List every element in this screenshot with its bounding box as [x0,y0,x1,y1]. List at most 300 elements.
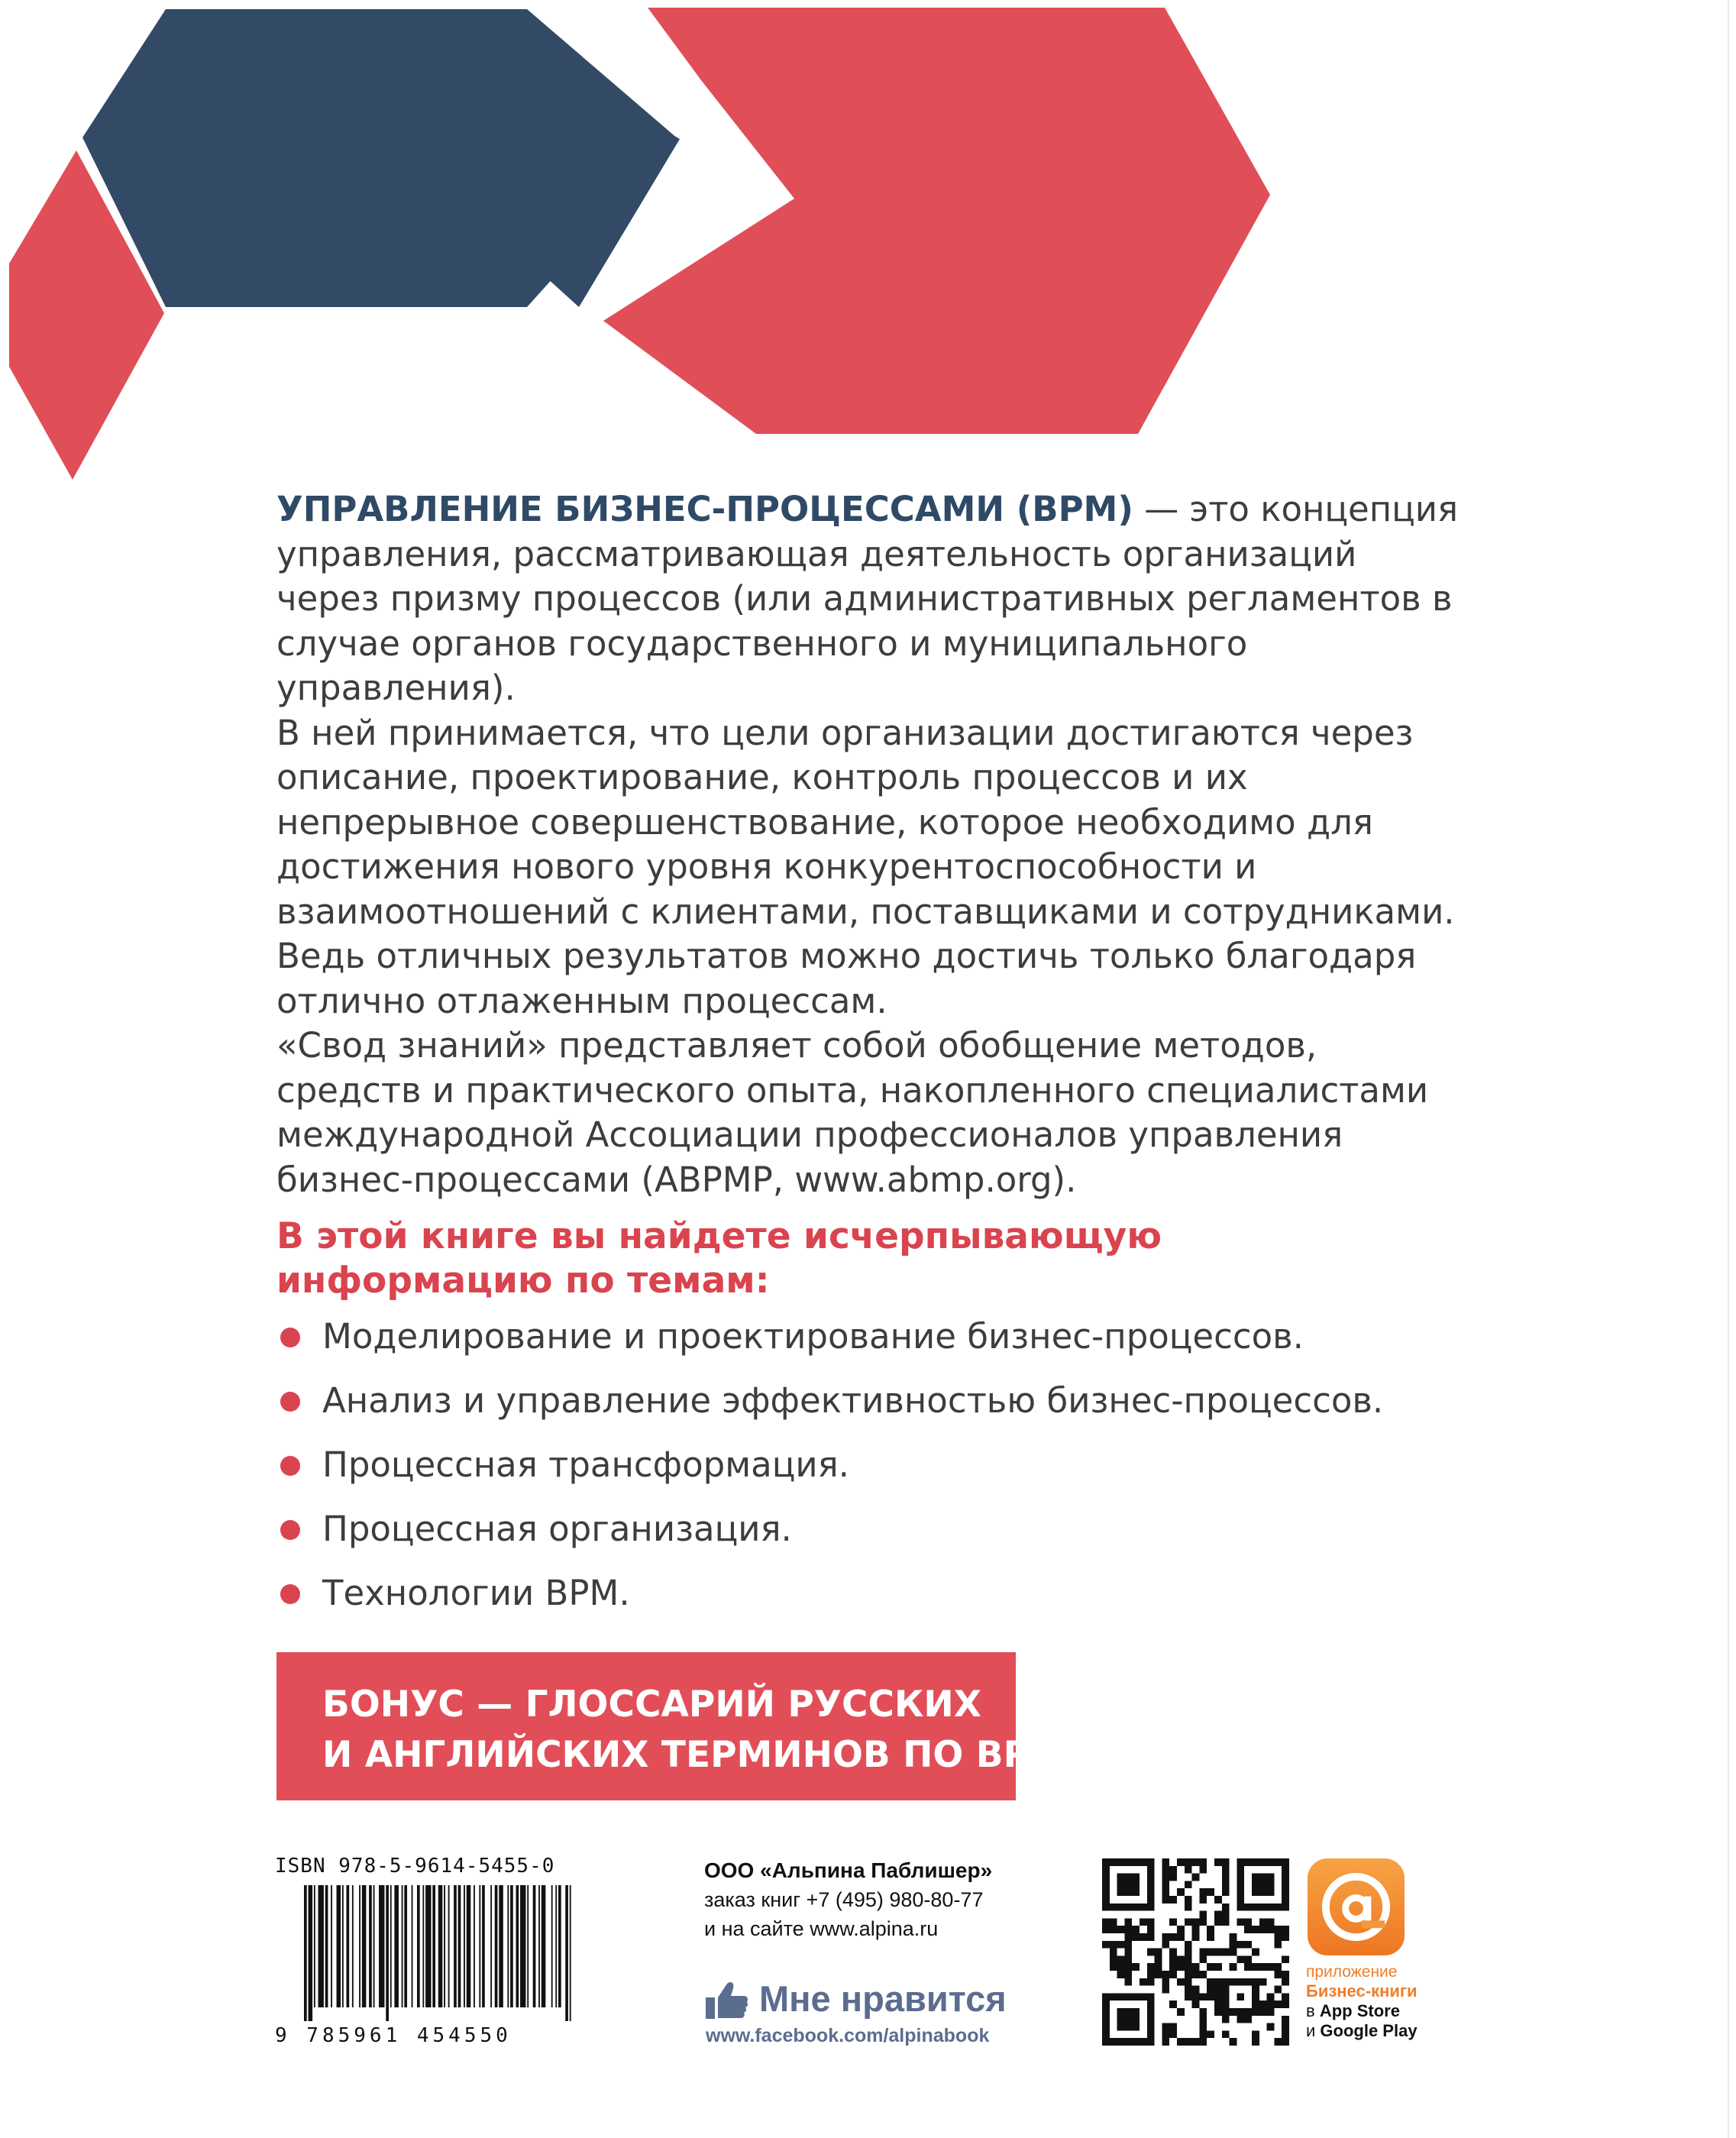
qr-module [1169,1963,1177,1971]
qr-module [1124,1918,1132,1926]
qr-module [1259,2001,1267,2008]
qr-module [1230,1963,1237,1971]
qr-module [1185,2038,1192,2046]
qr-module [1192,2001,1200,2008]
qr-module [1199,1955,1207,1963]
barcode-bar [467,1885,471,2007]
qr-module [1252,1949,1259,1956]
qr-module [1192,2038,1200,2046]
qr-module [1237,1918,1244,1926]
qr-module [1222,1888,1230,1896]
qr-module [1132,1963,1140,1971]
barcode-bar [499,1885,503,2007]
qr-module [1207,1986,1214,1994]
qr-module [1214,1986,1222,1994]
bonus-banner [276,1652,1065,1800]
qr-module [1267,1926,1275,1933]
barcode-bar [558,1885,561,2007]
qr-module [1185,1971,1192,1978]
qr-module [1199,2030,1207,2038]
barcode-bar [482,1885,485,2007]
qr-module [1177,2038,1185,2046]
qr-module [1259,2008,1267,2016]
qr-module [1274,1963,1282,1971]
barcode-bar [404,1885,407,2007]
barcode-bar [425,1885,431,2007]
qr-module [1244,1941,1252,1949]
qr-module [1207,1993,1214,2001]
qr-module [1177,1978,1185,1986]
qr-module [1147,1926,1155,1933]
publisher-site: и на сайте www.alpina.ru [704,1917,939,1940]
bullet-icon [280,1520,300,1540]
qr-module [1162,1866,1169,1874]
qr-module [1274,2001,1282,2008]
bullet-icon [280,1584,300,1604]
qr-module [1282,2038,1289,2046]
qr-module [1117,1941,1125,1949]
qr-module [1117,1963,1125,1971]
barcode-bar [362,1885,367,2007]
barcode-bar [314,1885,315,2007]
qr-finder [1117,2008,1140,2030]
qr-module [1124,1963,1132,1971]
qr-module [1185,1949,1192,1956]
qr-module [1169,1896,1177,1903]
qr-module [1214,2008,1222,2016]
qr-module [1222,1881,1230,1888]
qr-module [1207,2030,1214,2038]
qr-module [1162,1858,1169,1866]
qr-module [1222,1858,1230,1866]
app-icon [1308,1858,1405,1955]
publisher-info [704,1856,1056,1943]
qr-module [1110,1926,1117,1933]
barcode-bar [342,1885,344,2007]
isbn-label: ISBN 978-5-9614-5455-0 [275,1855,555,1878]
barcode-bar [538,1885,540,2007]
app-store-line: в App Store [1306,2001,1400,2020]
bullet-icon [280,1456,300,1476]
qr-module [1147,1918,1155,1926]
qr-module [1147,1978,1155,1986]
barcode-bar [490,1885,492,2007]
bonus-line-1: БОНУС — ГЛОССАРИЙ РУССКИХ [322,1684,982,1726]
qr-module [1169,1949,1177,1956]
qr-module [1124,1955,1132,1963]
qr-module [1274,1971,1282,1978]
qr-module [1117,1955,1125,1963]
qr-module [1237,2016,1244,2023]
topics-heading-line-2: информацию по темам: [276,1260,770,1302]
topic-text: Технологии BPM. [322,1573,630,1613]
bullet-icon [280,1392,300,1412]
qr-module [1282,1955,1289,1963]
qr-module [1185,1993,1192,2001]
qr-module [1169,1971,1177,1978]
topic-text: Моделирование и проектирование бизнес-процессов. [322,1316,1304,1357]
qr-module [1214,2001,1222,2008]
qr-module [1222,1866,1230,1874]
qr-module [1199,2008,1207,2016]
qr-module [1192,1918,1200,1926]
barcode-bar [570,1885,571,2021]
qr-module [1222,1874,1230,1881]
barcode-bar [422,1885,424,2007]
barcode-bar [337,1885,341,2007]
qr-module [1147,1963,1155,1971]
barcode-bar [304,1885,307,2021]
qr-module [1244,1926,1252,1933]
qr-module [1259,1978,1267,1986]
qr-module [1274,2038,1282,2046]
qr-module [1169,2030,1177,2038]
barcode-bar [533,1885,536,2007]
app-label: приложение [1306,1963,1398,1981]
qr-module [1282,2001,1289,2008]
qr-module [1267,1963,1275,1971]
barcode-bar [309,1885,313,2021]
app-name: Бизнес-книги [1306,1981,1418,2001]
qr-module [1162,2023,1169,2031]
qr-module [1199,2023,1207,2031]
qr-module [1162,1881,1169,1888]
qr-module [1117,1971,1125,1978]
bonus-line-2: И АНГЛИЙСКИХ ТЕРМИНОВ ПО BPM [322,1734,1065,1776]
qr-code [1102,1858,1289,2046]
qr-module [1185,1881,1192,1888]
qr-module [1252,2038,1259,2046]
qr-module [1110,1963,1117,1971]
qr-module [1244,1955,1252,1963]
qr-module [1185,1858,1192,1866]
qr-module [1155,1963,1162,1971]
barcode-bar [495,1885,498,2007]
qr-module [1102,1926,1110,1933]
qr-module [1110,1955,1117,1963]
topic-text: Процессная трансформация. [322,1444,849,1485]
description-paragraph-3: Ведь отличных результатов можно достичь только благодаря отлично отлаженным процессам. [276,936,1417,1021]
qr-module [1214,1911,1222,1919]
barcode-bar [352,1885,354,2007]
qr-module [1199,1918,1207,1926]
barcode-bar [432,1885,435,2007]
qr-module [1199,1858,1207,1866]
qr-module [1155,1971,1162,1978]
qr-module [1185,1866,1192,1874]
qr-module [1259,1963,1267,1971]
barcode-bar [551,1885,553,2007]
qr-module [1282,2016,1289,2023]
barcode-bar [318,1885,324,2007]
qr-module [1199,1888,1207,1896]
description-paragraph-4: «Свод знаний» представляет собой обобщение методов, средств и практического опыта, накопленного специалистами международной Ассоциации профессионалов управления бизнес-процессами (ABPMP, www.abmp.org). [276,1025,1429,1200]
qr-module [1282,1971,1289,1978]
barcode-bar [464,1885,465,2007]
qr-module [1185,1955,1192,1963]
qr-module [1169,1933,1177,1941]
qr-module [1222,2016,1230,2023]
qr-module [1222,1918,1230,1926]
qr-module [1185,1963,1192,1971]
qr-module [1252,2030,1259,2038]
topics-heading-line-1: В этой книге вы найдете исчерпывающую [276,1215,1162,1257]
qr-module [1102,1941,1110,1949]
barcode-bar [474,1885,475,2007]
qr-module [1207,1933,1214,1941]
qr-module [1199,2016,1207,2023]
qr-module [1177,1888,1185,1896]
publisher-name: ООО «Альпина Паблишер» [704,1858,993,1882]
qr-module [1214,1978,1222,1986]
qr-module [1162,1874,1169,1881]
qr-module [1192,1858,1200,1866]
qr-module [1282,1926,1289,1933]
barcode-bar [527,1885,529,2007]
qr-module [1244,2016,1252,2023]
qr-module [1117,1926,1125,1933]
qr-alignment [1237,1993,1244,2001]
qr-module [1237,1941,1244,1949]
barcode-bar [373,1885,375,2007]
qr-module [1185,1941,1192,1949]
qr-module [1177,1858,1185,1866]
hexagon-red-right [603,8,1270,434]
qr-module [1230,2038,1237,2046]
barcode-bar [331,1885,332,2007]
qr-module [1207,1978,1214,1986]
qr-module [1169,2001,1177,2008]
qr-module [1124,1933,1132,1941]
barcode-bar [510,1885,513,2007]
qr-module [1192,1993,1200,2001]
barcode [304,1885,573,2021]
qr-module [1230,1933,1237,1941]
qr-module [1222,1949,1230,1956]
qr-module [1199,1971,1207,1978]
qr-module [1162,1896,1169,1903]
qr-module [1199,1949,1207,1956]
qr-module [1147,1971,1155,1978]
description-paragraph-2: В ней принимается, что цели организации достигаются через описание, проектирование, контроль процессов и их непрерывное совершенствование, которое необходимо для достижения нового уровня конкурентоспособности и взаимоотношений с клиентами, поставщиками и сотрудниками. [276,712,1455,932]
qr-module [1177,2008,1185,2016]
barcode-bar [438,1885,443,2007]
topics-heading [276,1215,1269,1303]
qr-module [1267,2023,1275,2031]
barcode-bar [402,1885,403,2007]
barcode-bar [565,1885,568,2021]
qr-module [1162,1888,1169,1896]
barcode-digits: 9 785961 454550 [275,2024,512,2047]
barcode-bar [325,1885,328,2007]
qr-module [1177,1933,1185,1941]
qr-module [1110,1941,1117,1949]
qr-module [1222,1911,1230,1919]
description-paragraph-1 [276,487,1468,711]
qr-module [1124,1971,1132,1978]
qr-module [1177,1926,1185,1933]
qr-module [1185,1978,1192,1986]
qr-module [1230,1941,1237,1949]
qr-module [1162,1933,1169,1941]
qr-module [1169,1918,1177,1926]
qr-module [1192,1963,1200,1971]
qr-module [1147,1933,1155,1941]
barcode-bar [359,1885,360,2007]
qr-module [1274,1986,1282,1994]
like-label: Мне нравится [759,1978,1007,2019]
qr-module [1169,2023,1177,2031]
barcode-bar [412,1885,413,2007]
qr-module [1207,1926,1214,1933]
description-lead: УПРАВЛЕНИЕ БИЗНЕС-ПРОЦЕССАМИ (BPM) [276,489,1133,529]
qr-module [1192,1986,1200,1994]
qr-module [1267,2001,1275,2008]
qr-module [1252,1926,1259,1933]
qr-module [1177,1955,1185,1963]
qr-module [1140,1933,1147,1941]
barcode-bar [379,1885,384,2007]
qr-module [1267,2008,1275,2016]
qr-module [1282,1993,1289,2001]
barcode-bar [458,1885,461,2007]
qr-module [1124,1978,1132,1986]
barcode-bar [417,1885,420,2007]
qr-module [1192,1926,1200,1933]
facebook-like-block [704,1978,1040,2049]
topic-text: Анализ и управление эффективностью бизнес-процессов. [322,1380,1384,1421]
barcode-bar [444,1885,445,2007]
barcode-bar [479,1885,480,2007]
qr-module [1199,1896,1207,1903]
qr-module [1185,1896,1192,1903]
qr-module [1124,1926,1132,1933]
facebook-url: www.facebook.com/alpinabook [706,2025,990,2046]
qr-module [1162,1986,1169,1994]
barcode-bar [555,1885,557,2007]
qr-module [1207,1949,1214,1956]
google-play-line: и Google Play [1306,2021,1418,2040]
qr-module [1267,1918,1275,1926]
qr-module [1162,2038,1169,2046]
qr-module [1259,1926,1267,1933]
qr-module [1162,1941,1169,1949]
qr-module [1282,2030,1289,2038]
qr-module [1140,1918,1147,1926]
qr-module [1110,1918,1117,1926]
qr-module [1169,1874,1177,1881]
qr-module [1140,1978,1147,1986]
qr-module [1282,2023,1289,2031]
barcode-bar [390,1885,392,2007]
qr-module [1214,1918,1222,1926]
qr-module [1222,1903,1230,1911]
qr-module [1274,1933,1282,1941]
qr-module [1252,1963,1259,1971]
barcode-bar [541,1885,546,2007]
description-lead-continuation: — это концепция управления, рассматривающая деятельность организаций через призму процессов (или административных регламентов в случае органов государственного и муниципального управления). [276,489,1459,708]
barcode-bar [507,1885,509,2007]
barcode-bar [394,1885,399,2007]
qr-module [1155,1949,1162,1956]
barcode-bar [454,1885,457,2007]
book-description [276,487,1468,1202]
qr-module [1177,1963,1185,1971]
qr-module [1214,1858,1222,1866]
qr-module [1102,1918,1110,1926]
qr-module [1192,1874,1200,1881]
qr-module [1185,1918,1192,1926]
qr-module [1199,2038,1207,2046]
topic-text: Процессная организация. [322,1509,792,1549]
qr-module [1274,1941,1282,1949]
qr-module [1222,2030,1230,2038]
qr-module [1214,1993,1222,2001]
qr-module [1192,1933,1200,1941]
qr-module [1199,1866,1207,1874]
qr-module [1110,1949,1117,1956]
qr-module [1132,1933,1140,1941]
qr-module [1192,1971,1200,1978]
qr-module [1132,1926,1140,1933]
qr-module [1185,1903,1192,1911]
alpina-logo-icon [1318,1869,1394,1945]
qr-module [1282,1978,1289,1986]
qr-module [1282,1933,1289,1941]
qr-module [1207,1963,1214,1971]
thumbs-up-icon [704,1981,748,2020]
qr-module [1207,1888,1214,1896]
qr-module [1267,1993,1275,2001]
isbn-barcode-block [275,1855,596,2049]
qr-module [1230,1949,1237,1956]
qr-module [1237,1955,1244,1963]
bullet-icon [280,1328,300,1347]
qr-module [1169,1955,1177,1963]
qr-module [1259,1918,1267,1926]
qr-module [1274,1926,1282,1933]
barcode-bar [448,1885,450,2007]
qr-module [1155,1955,1162,1963]
publisher-phone: заказ книг +7 (495) 980-80-77 [704,1888,984,1911]
qr-module [1162,2030,1169,2038]
qr-module [1185,1986,1192,1994]
qr-module [1199,1911,1207,1919]
barcode-bar [369,1885,372,2007]
qr-module [1169,1866,1177,1874]
qr-finder [1252,1874,1274,1896]
qr-module [1162,1971,1169,1978]
qr-module [1124,1941,1132,1949]
barcode-bar [386,1885,389,2021]
qr-module [1244,1963,1252,1971]
qr-module [1124,1949,1132,1956]
hexagon-decoration [0,0,1736,489]
barcode-bar [520,1885,525,2007]
qr-module [1214,1963,1222,1971]
qr-module [1162,1978,1169,1986]
qr-finder [1117,1874,1140,1896]
qr-module [1199,1993,1207,2001]
qr-module [1214,1949,1222,1956]
page-edge-line [1728,0,1729,2138]
qr-module [1147,1949,1155,1956]
barcode-bar [347,1885,350,2007]
qr-module [1244,1918,1252,1926]
barcode-bar [516,1885,519,2007]
qr-module [1214,1896,1222,1903]
app-badge [1304,1858,1465,2057]
